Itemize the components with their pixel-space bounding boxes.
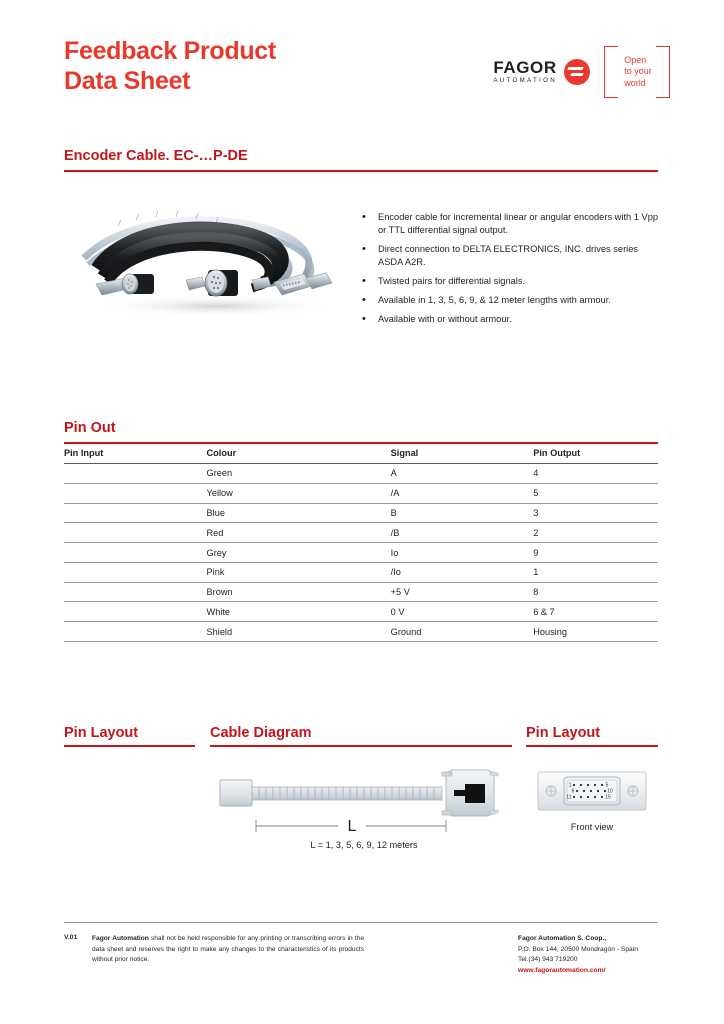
disclaimer-text bbox=[92, 934, 364, 966]
table-header-row bbox=[64, 444, 658, 464]
column-header-colour: Colour bbox=[207, 444, 391, 464]
slogan-frame bbox=[604, 46, 670, 98]
table-row bbox=[64, 543, 658, 563]
svg-text:11: 11 bbox=[566, 794, 572, 801]
cell-pin-input bbox=[64, 464, 207, 484]
cell-pin-input bbox=[64, 562, 207, 582]
feature-item bbox=[362, 275, 662, 289]
pin-layout-right-title: Pin Layout bbox=[526, 725, 601, 741]
product-title-rule bbox=[64, 170, 658, 172]
column-header-pin-input: Pin Input bbox=[64, 444, 207, 464]
feature-text: Encoder cable for incremental linear or angular encoders with 1 Vpp or TTL differential signal output. bbox=[378, 212, 659, 236]
disclaimer-body: shall not be held responsible for any printing or transcribing errors in the data sheet and reserves the right to make any changes to the characteristics of its products without prior notice. bbox=[92, 935, 365, 964]
cell-pin-input bbox=[64, 483, 207, 503]
fagor-circle-mark-icon bbox=[564, 59, 590, 85]
feature-item bbox=[362, 313, 662, 327]
table-row bbox=[64, 562, 658, 582]
cell-pin-input bbox=[64, 523, 207, 543]
cell-pin-output: 4 bbox=[533, 464, 658, 484]
table-row bbox=[64, 602, 658, 622]
cell-signal: /A bbox=[391, 483, 534, 503]
svg-text:15: 15 bbox=[605, 794, 611, 801]
slogan-line-1: Open bbox=[624, 54, 647, 65]
disclaimer-company-name: Fagor Automation bbox=[92, 935, 149, 942]
cell-pin-output: 8 bbox=[533, 582, 658, 602]
slogan-line-3: world bbox=[624, 77, 646, 88]
cell-colour: Red bbox=[207, 523, 391, 543]
pin-layout-right-rule bbox=[526, 745, 658, 747]
table-row bbox=[64, 523, 658, 543]
cell-signal: B bbox=[391, 503, 534, 523]
cell-colour: Blue bbox=[207, 503, 391, 523]
cell-pin-output: 6 & 7 bbox=[533, 602, 658, 622]
feature-text: Available in 1, 3, 5, 6, 9, & 12 meter lengths with armour. bbox=[378, 295, 611, 305]
cell-pin-input bbox=[64, 543, 207, 563]
cell-pin-output: 3 bbox=[533, 503, 658, 523]
pin-layout-left-rule bbox=[64, 745, 195, 747]
cell-signal: Ground bbox=[391, 622, 534, 642]
document-title-line1: Feedback Product bbox=[64, 37, 276, 65]
cell-colour: Brown bbox=[207, 582, 391, 602]
company-website-link[interactable]: www.fagorautomation.com/ bbox=[518, 966, 606, 974]
feature-text: Direct connection to DELTA ELECTRONICS, INC. drives series ASDA A2R. bbox=[378, 243, 639, 268]
fagor-brand-name: FAGOR bbox=[493, 58, 557, 78]
cell-signal: Io bbox=[391, 543, 534, 563]
bullet-icon: • bbox=[362, 313, 366, 326]
frame-right-line bbox=[669, 46, 670, 98]
cell-colour: Grey bbox=[207, 543, 391, 563]
cell-pin-output: 9 bbox=[533, 543, 658, 563]
table-row bbox=[64, 503, 658, 523]
cell-signal: 0 V bbox=[391, 602, 534, 622]
cell-pin-output: Housing bbox=[533, 622, 658, 642]
cell-colour: Shield bbox=[207, 622, 391, 642]
feature-item bbox=[362, 243, 662, 269]
product-photo bbox=[66, 198, 356, 324]
svg-text:5: 5 bbox=[605, 782, 609, 789]
table-row bbox=[64, 464, 658, 484]
slogan-line-2: to your bbox=[624, 66, 652, 77]
cable-diagram-rule bbox=[210, 745, 512, 747]
table-row bbox=[64, 622, 658, 642]
feature-item bbox=[362, 294, 662, 308]
cell-colour: Pink bbox=[207, 562, 391, 582]
cable-diagram-title: Cable Diagram bbox=[210, 725, 312, 741]
frame-corner-top-left bbox=[604, 46, 618, 60]
cell-pin-output: 2 bbox=[533, 523, 658, 543]
footer-disclaimer-block bbox=[64, 934, 364, 966]
cell-pin-output: 5 bbox=[533, 483, 658, 503]
fagor-logo bbox=[493, 44, 670, 100]
column-header-pin-output: Pin Output bbox=[533, 444, 658, 464]
bullet-icon: • bbox=[362, 211, 366, 223]
cell-pin-output: 1 bbox=[533, 562, 658, 582]
document-title bbox=[64, 37, 276, 96]
frame-left-line bbox=[604, 46, 605, 98]
bullet-icon: • bbox=[362, 294, 366, 306]
pin-layout-left-title: Pin Layout bbox=[64, 725, 139, 741]
fagor-brand-sub: AUTOMATION bbox=[493, 77, 557, 85]
cell-pin-input bbox=[64, 602, 207, 622]
product-title: Encoder Cable. EC-…P-DE bbox=[64, 148, 248, 164]
cell-colour: White bbox=[207, 602, 391, 622]
features-list bbox=[362, 211, 662, 333]
bullet-icon: • bbox=[362, 274, 366, 287]
pinout-section-title: Pin Out bbox=[64, 420, 116, 436]
cell-signal: /Io bbox=[391, 562, 534, 582]
frame-corner-bottom-left bbox=[604, 84, 618, 98]
company-address: P.O. Box 144, 20500 Mondragón - Spain bbox=[518, 945, 638, 953]
front-view-label: Front view bbox=[570, 822, 614, 832]
pinout-table bbox=[64, 444, 658, 642]
company-phone: Tel.(34) 943 719200 bbox=[518, 956, 578, 964]
table-row bbox=[64, 483, 658, 503]
cell-colour: Green bbox=[207, 464, 391, 484]
svg-text:L: L bbox=[347, 818, 357, 835]
footer-contact-block bbox=[518, 934, 678, 976]
document-title-line2: Data Sheet bbox=[64, 66, 191, 95]
cell-signal: A bbox=[391, 464, 534, 484]
pinout-table-body bbox=[64, 464, 658, 642]
cell-pin-input bbox=[64, 622, 207, 642]
cell-signal: +5 V bbox=[391, 582, 534, 602]
cell-pin-input bbox=[64, 582, 207, 602]
column-header-signal: Signal bbox=[391, 444, 534, 464]
cell-signal: /B bbox=[391, 523, 534, 543]
svg-text:6: 6 bbox=[571, 788, 575, 795]
svg-text:1: 1 bbox=[568, 782, 572, 789]
table-row bbox=[64, 582, 658, 602]
feature-text: Twisted pairs for differential signals. bbox=[378, 275, 526, 286]
bullet-icon: • bbox=[362, 242, 366, 255]
footer-divider bbox=[64, 922, 658, 923]
fagor-wordmark bbox=[493, 59, 557, 84]
cell-pin-input bbox=[64, 503, 207, 523]
document-version: V.01 bbox=[64, 934, 78, 941]
connector-front-view-graphic bbox=[536, 768, 648, 814]
cell-colour: Yellow bbox=[207, 483, 391, 503]
company-name: Fagor Automation S. Coop., bbox=[518, 935, 607, 942]
feature-text: Available with or without armour. bbox=[378, 314, 512, 325]
svg-text:10: 10 bbox=[607, 788, 613, 795]
cable-length-caption: L = 1, 3, 5, 6, 9, 12 meters bbox=[310, 840, 418, 850]
pinout-table-wrapper bbox=[64, 444, 658, 642]
feature-item bbox=[362, 211, 662, 237]
slogan-text bbox=[622, 55, 652, 90]
